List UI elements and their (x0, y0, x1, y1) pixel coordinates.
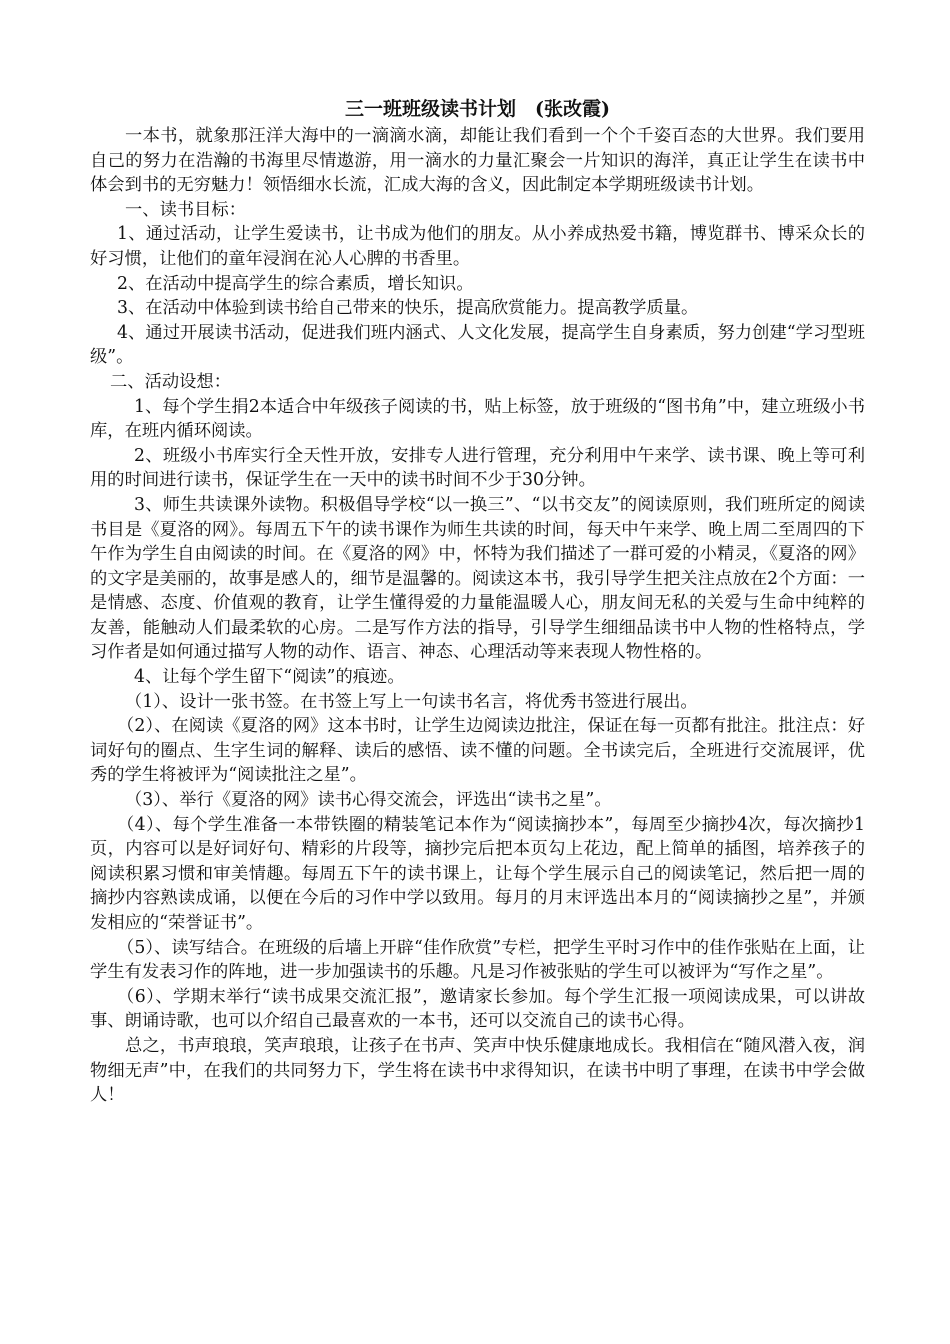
paragraph: 总之，书声琅琅，笑声琅琅，让孩子在书声、笑声中快乐健康地成长。我相信在“随风潜入夜，润物细无声”中，在我们的共同努力下，学生将在读书中求得知识，在读书中明了事理，在读书中学会做人！ (90, 1035, 865, 1106)
paragraph: 1、每个学生捐2本适合中年级孩子阅读的书，贴上标签，放于班级的“图书角”中，建立班级小书库，在班内循环阅读。 (90, 396, 865, 442)
paragraph: 1、通过活动，让学生爱读书，让书成为他们的朋友。从小养成热爱书籍，博览群书、博采众长的好习惯，让他们的童年浸润在沁人心脾的书香里。 (90, 224, 865, 269)
paragraph: 4、通过开展读书活动，促进我们班内涵式、人文化发展，提高学生自身素质，努力创建“学习型班级”。 (90, 322, 865, 368)
paragraph: （6）、学期末举行“读书成果交流汇报”，邀请家长参加。每个学生汇报一项阅读成果，可以讲故事、朗诵诗歌，也可以介绍自己最喜欢的一本书，还可以交流自己的读书心得。 (90, 986, 865, 1032)
page-title: 三一班班级读书计划 (张改霞) (345, 98, 610, 120)
paragraph: （4）、每个学生准备一本带铁圈的精装笔记本作为“阅读摘抄本”，每周至少摘抄4次，每次摘抄1页，内容可以是好词好句、精彩的片段等，摘抄完后把本页勾上花边，配上简单的插图，培养孩子的阅读积累习惯和审美情趣。每周五下午的读书课上，让每个学生展示自己的阅读笔记，然后把一周的摘抄内容熟读成诵，以便在今后的习作中学以致用。每月的月末评选出本月的“阅读摘抄之星”，并颁发相应的“荣誉证书”。 (90, 814, 865, 933)
paragraph: （5）、读写结合。在班级的后墙上开辟“佳作欣赏”专栏，把学生平时习作中的佳作张贴在上面，让学生有发表习作的阵地，进一步加强读书的乐趣。凡是习作被张贴的学生可以被评为“写作之星”。 (90, 937, 865, 983)
paragraph: 二、活动设想： (110, 371, 231, 392)
paragraph: 2、在活动中提高学生的综合素质，增长知识。 (117, 273, 474, 294)
paragraph: （1）、设计一张书签。在书签上写上一句读书名言，将优秀书签进行展出。 (125, 691, 698, 712)
paragraph: （2）、在阅读《夏洛的网》这本书时，让学生边阅读边批注，保证在每一页都有批注。批注点：好词好句的圈点、生字生词的解释、读后的感悟、读不懂的问题。全书读完后，全班进行交流展评，优秀的学生将被评为“阅读批注之星”。 (90, 716, 865, 786)
paragraph: 2、班级小书库实行全天性开放，安排专人进行管理，充分利用中午来学、读书课、晚上等可利用的时间进行读书，保证学生在一天中的读书时间不少于30分钟。 (90, 445, 865, 491)
paragraph: （3）、举行《夏洛的网》读书心得交流会，评选出“读书之星”。 (125, 790, 612, 811)
paragraph: 一、读书目标： (125, 199, 246, 220)
paragraph: 3、在活动中体验到读书给自己带来的快乐，提高欣赏能力。提高教学质量。 (117, 298, 699, 319)
paragraph-list (90, 124, 865, 1108)
paragraph: 一本书，就象那汪洋大海中的一滴滴水滴，却能让我们看到一个个千姿百态的大世界。我们要用自己的努力在浩瀚的书海里尽情遨游，用一滴水的力量汇聚会一片知识的海洋，真正让学生在读书中体会到书的无穷魅力！领悟细水长流，汇成大海的含义，因此制定本学期班级读书计划。 (90, 126, 865, 196)
document-body (90, 96, 865, 1108)
paragraph: 3、师生共读课外读物。积极倡导学校“以一换三”、“以书交友”的阅读原则，我们班所定的阅读书目是《夏洛的网》。每周五下午的读书课作为师生共读的时间，每天中午来学、晚上周二至周四的下午作为学生自由阅读的时间。在《夏洛的网》中，怀特为我们描述了一群可爱的小精灵，《夏洛的网》的文字是美丽的，故事是感人的，细节是温馨的。阅读这本书，我引导学生把关注点放在2个方面：一是情感、态度、价值观的教育，让学生懂得爱的力量能温暖人心，朋友间无私的关爱与生命中纯粹的友善，能触动人们最柔软的心房。二是写作方法的指导，引导学生细细品读书中人物的性格特点，学习作者是如何通过描写人物的动作、语言、神态、心理活动等来表现人物性格的。 (90, 494, 865, 663)
paragraph: 4、让每个学生留下“阅读”的痕迹。 (134, 667, 405, 688)
